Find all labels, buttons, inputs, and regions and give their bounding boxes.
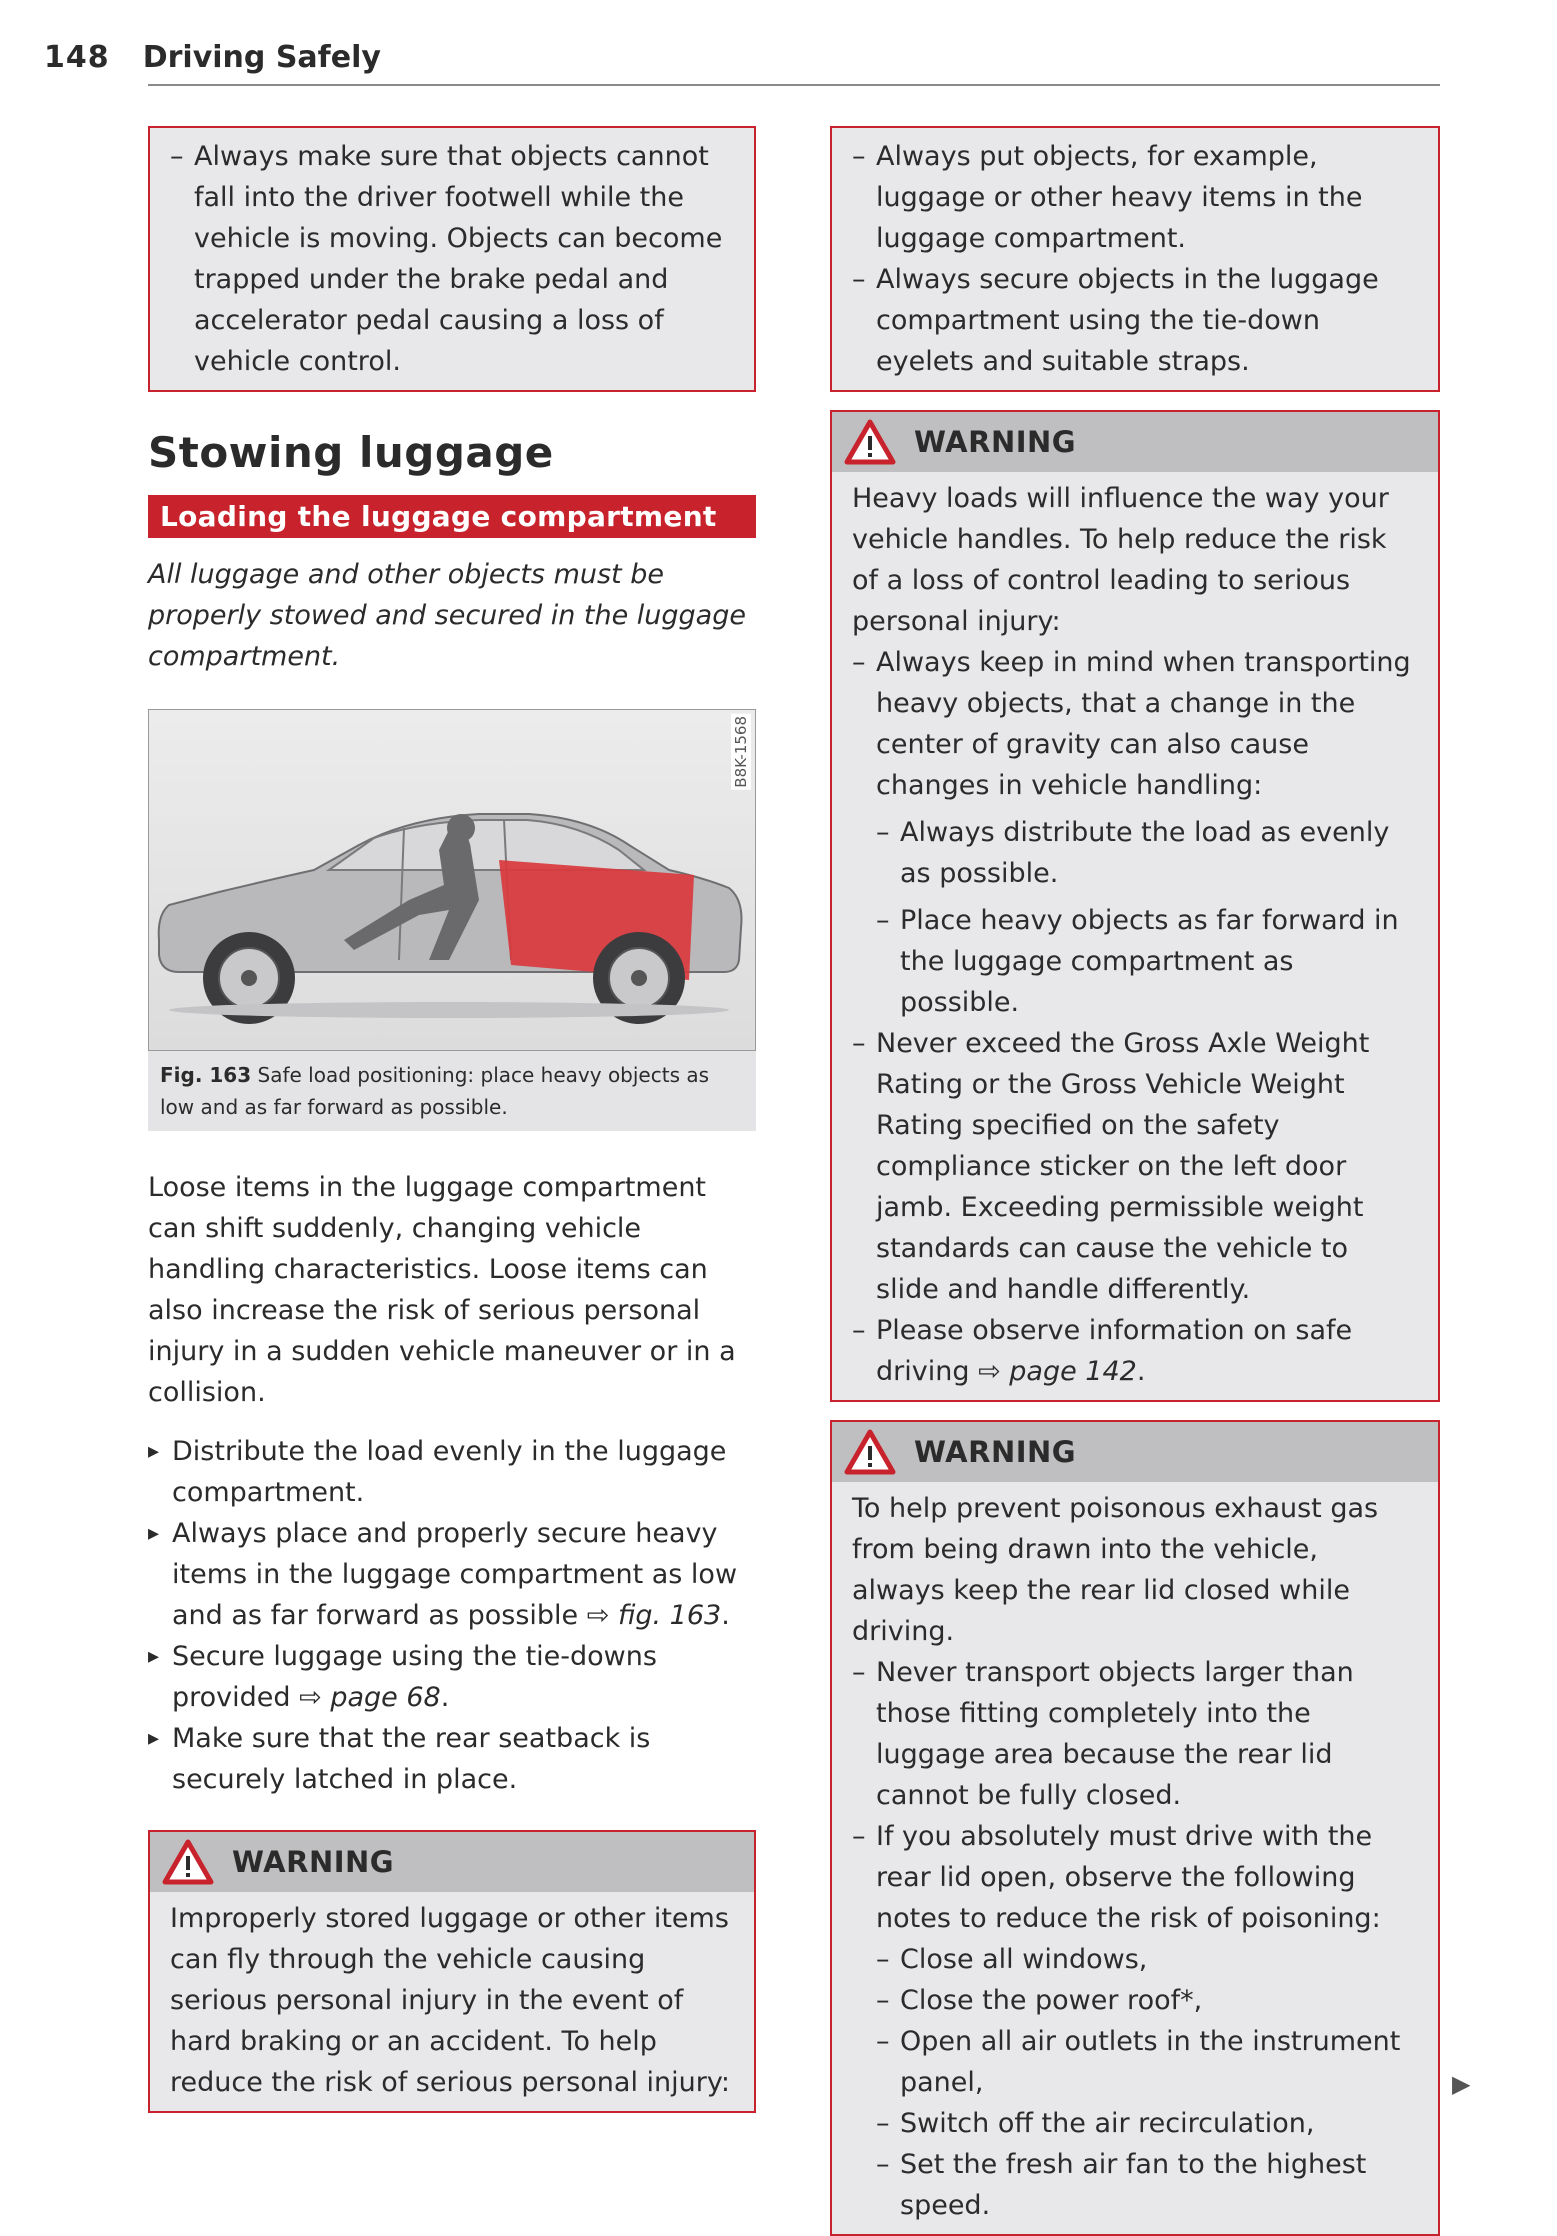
warning-body — [832, 472, 1438, 1400]
warning-title: WARNING — [914, 424, 1077, 459]
sub-list-item: – Switch off the air recirculation, — [876, 2103, 1418, 2144]
continue-arrow-icon: ▶ — [1452, 2070, 1471, 2098]
warning-box — [148, 1830, 756, 2113]
list-item: – If you absolutely must drive with the rear lid open, observe the following notes to reduce the risk of poisoning: — [852, 1816, 1418, 1939]
list-item-end: . — [440, 1682, 450, 1713]
warning-triangle-icon — [162, 1839, 214, 1885]
list-item — [148, 1636, 756, 1718]
warning-body: Improperly stored luggage or other items can fly through the vehicle causing serious personal injury in the event of hard braking or an accident. To help reduce the risk of serious personal injury: — [170, 1903, 730, 2098]
sub-list — [852, 1939, 1418, 2226]
figure-caption-text: Safe load positioning: place heavy objects as low and as far forward as possible. — [160, 1063, 710, 1119]
sub-list-item: – Open all air outlets in the instrument panel, — [876, 2021, 1418, 2103]
list-item — [148, 1431, 756, 1513]
sub-list-item: – Close the power roof*, — [876, 1980, 1418, 2021]
list-item: – Never exceed the Gross Axle Weight Rating or the Gross Vehicle Weight Rating specified on the safety compliance sticker on the left door jamb. Exceeding permissible weight standards can cause the vehicle to slide and handle differently. — [852, 1023, 1418, 1310]
sub-list-item: – Place heavy objects as far forward in the luggage compartment as possible. — [876, 900, 1418, 1023]
list-item-end: . — [1136, 1356, 1146, 1387]
right-column — [830, 126, 1440, 2236]
page-number: 148 — [44, 40, 110, 75]
list-item: – Always put objects, for example, luggage or other heavy items in the luggage compartment. — [852, 136, 1418, 259]
sub-list-item: – Always distribute the load as evenly as possible. — [876, 812, 1418, 894]
page-header — [44, 40, 1444, 75]
header-divider — [148, 84, 1440, 86]
figure-163 — [148, 709, 756, 1131]
instruction-list — [148, 1431, 756, 1800]
sub-list-item: – Set the fresh air fan to the highest speed. — [876, 2144, 1418, 2226]
list-item-text: Always place and properly secure heavy items in the luggage compartment as low and as far forward as possible — [172, 1518, 738, 1631]
warning-title: WARNING — [232, 1844, 395, 1879]
list-item-text: Please observe information on safe driving — [876, 1315, 1353, 1387]
list-item-text: Make sure that the rear seatback is securely latched in place. — [172, 1723, 651, 1795]
car-illustration — [148, 709, 756, 1051]
list-item — [148, 1513, 756, 1636]
warning-triangle-icon — [844, 1429, 896, 1475]
warning-triangle-icon — [844, 419, 896, 465]
warning-header — [832, 1422, 1438, 1482]
list-item-text: Distribute the load evenly in the luggage compartment. — [172, 1436, 727, 1508]
figure-code: B8K-1568 — [732, 716, 750, 788]
warning-title: WARNING — [914, 1434, 1077, 1469]
sub-list — [852, 806, 1418, 1023]
list-item: – Always keep in mind when transporting heavy objects, that a change in the center of gravity can also cause changes in vehicle handling: — [852, 642, 1418, 806]
caution-continued-box — [148, 126, 756, 392]
list-item: – Always secure objects in the luggage compartment using the tie-down eyelets and suitable straps. — [852, 259, 1418, 382]
page-reference-link[interactable]: ⇨ page 142 — [978, 1356, 1137, 1387]
list-item-end: . — [721, 1600, 730, 1631]
list-item — [852, 1310, 1418, 1392]
car-side-view-image — [149, 710, 755, 1050]
list-item-text: Secure luggage using the tie-downs provided — [172, 1641, 657, 1713]
caution-continued-box — [830, 126, 1440, 392]
subsection-heading: Loading the luggage compartment — [148, 495, 756, 538]
left-column — [148, 126, 756, 2113]
list-item — [148, 1718, 756, 1800]
list-item: – Never transport objects larger than those fitting completely into the luggage area because the rear lid cannot be fully closed. — [852, 1652, 1418, 1816]
page-reference-link[interactable]: ⇨ page 68 — [299, 1682, 441, 1713]
warning-box-exhaust — [830, 1420, 1440, 2236]
warning-box-heavy-loads — [830, 410, 1440, 1402]
warning-intro: Heavy loads will influence the way your vehicle handles. To help reduce the risk of a loss of control leading to serious personal injury: — [852, 483, 1389, 637]
figure-caption — [148, 1051, 756, 1131]
warning-header — [832, 412, 1438, 472]
section-title: Driving Safely — [142, 40, 381, 75]
figure-label: Fig. 163 — [160, 1063, 252, 1087]
warning-intro: To help prevent poisonous exhaust gas from being drawn into the vehicle, always keep the rear lid closed while driving. — [852, 1493, 1379, 1647]
sub-list-item: – Close all windows, — [876, 1939, 1418, 1980]
intro-text: All luggage and other objects must be properly stowed and secured in the luggage compartment. — [148, 559, 746, 672]
section-heading: Stowing luggage — [148, 428, 554, 477]
warning-body — [832, 1482, 1438, 2234]
warning-header — [150, 1832, 754, 1892]
list-item: – Always make sure that objects cannot fall into the driver footwell while the vehicle is moving. Objects can become trapped under the brake pedal and accelerator pedal causing a loss of vehicle control. — [170, 136, 734, 382]
figure-reference-link[interactable]: ⇨ fig. 163 — [586, 1600, 722, 1631]
body-paragraph: Loose items in the luggage compartment can shift suddenly, changing vehicle handling characteristics. Loose items can also increase the risk of serious personal injury in a sudden vehicle maneuver or in a collision. — [148, 1172, 736, 1408]
